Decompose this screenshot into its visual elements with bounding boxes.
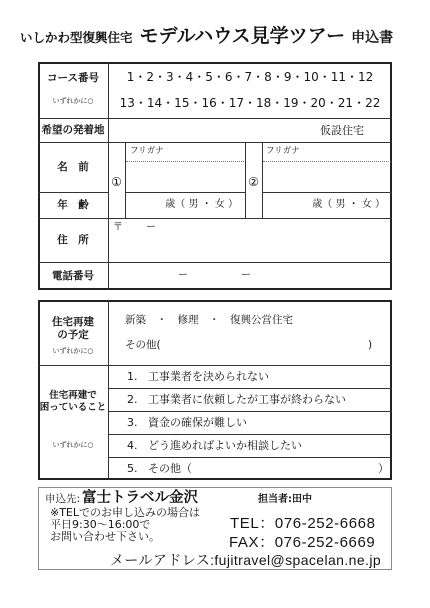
problem-number: 5. bbox=[127, 462, 138, 475]
name-field-1[interactable] bbox=[126, 163, 244, 191]
age-field-2[interactable]: 歳（ 男 ・ 女 ） bbox=[312, 199, 385, 210]
contact-email: メールアドレス:fujitravel@spacelan.ne.jp bbox=[110, 552, 382, 568]
name-label: 名 前 bbox=[57, 161, 89, 173]
contact-fax: FAX：076-252-6669 bbox=[229, 534, 376, 551]
row-divider bbox=[38, 192, 108, 193]
contact-person: 担当者:田中 bbox=[258, 494, 312, 505]
problem-text: その他（ bbox=[148, 462, 192, 475]
contact-note: お問い合わせ下さい。 bbox=[50, 530, 160, 543]
contact-tel: TEL：076-252-6668 bbox=[230, 515, 376, 532]
title-main: モデルハウス見学ツアー bbox=[139, 25, 346, 47]
row-divider bbox=[38, 365, 392, 366]
title-suffix: 申込書 bbox=[351, 30, 394, 46]
departure-value: 仮設住宅 bbox=[320, 124, 364, 137]
row-divider bbox=[108, 411, 392, 412]
plans-other-field[interactable] bbox=[165, 337, 365, 355]
plans-other-open: その他( bbox=[125, 339, 161, 351]
plans-other-close: ) bbox=[368, 339, 373, 351]
postal-mark: 〒 bbox=[113, 222, 123, 233]
problem-other-close: ） bbox=[378, 462, 389, 475]
plans-hint: いずれかに○ bbox=[52, 347, 94, 355]
problem-number: 1. bbox=[127, 370, 138, 383]
course-numbers-row-2: 13・14・15・16・17・18・19・20・21・22 bbox=[119, 96, 381, 110]
contact-note: 平日9:30～16:00で bbox=[50, 518, 151, 531]
label-column-divider bbox=[108, 300, 109, 480]
row-divider bbox=[108, 434, 392, 435]
plans-label-line-1: 住宅再建 bbox=[52, 316, 94, 328]
postal-dash: ー bbox=[146, 222, 156, 233]
address-label: 住 所 bbox=[57, 234, 89, 246]
problem-number: 4. bbox=[127, 439, 138, 452]
row-divider bbox=[38, 142, 392, 143]
problem-text: 工事業者に依頼したが工事が終わらない bbox=[148, 393, 346, 406]
problem-text: どう進めればよいか相談したい bbox=[148, 439, 302, 452]
course-hint: いずれかに○ bbox=[52, 97, 94, 105]
problems-hint: いずれかに○ bbox=[52, 441, 94, 449]
contact-label: 申込先: bbox=[45, 493, 81, 505]
problems-label-line-2: 困っていること bbox=[39, 402, 107, 413]
company-name: 富士トラベル金沢 bbox=[82, 490, 199, 506]
furigana-separator bbox=[263, 161, 391, 162]
furigana-label-2: フリガナ bbox=[266, 146, 300, 156]
contact-line bbox=[45, 491, 198, 506]
phone-field[interactable] bbox=[109, 263, 391, 289]
row-divider bbox=[108, 457, 392, 458]
title-prefix: いしかわ型復興住宅 bbox=[20, 30, 133, 45]
person-1-marker: ① bbox=[111, 175, 122, 189]
furigana-separator bbox=[126, 161, 244, 162]
problem-text: 工事業者を決められない bbox=[148, 370, 269, 383]
problem-other-field[interactable] bbox=[205, 459, 377, 478]
departure-label: 希望の発着地 bbox=[41, 124, 105, 136]
name-field-2[interactable] bbox=[263, 163, 391, 191]
person-2-marker: ② bbox=[248, 175, 259, 189]
problems-label-line-1: 住宅再建で bbox=[49, 390, 97, 401]
plans-label-line-2: の予定 bbox=[57, 329, 89, 341]
address-field[interactable] bbox=[109, 219, 391, 261]
furigana-label-1: フリガナ bbox=[130, 146, 164, 156]
phone-label: 電話番号 bbox=[52, 270, 94, 282]
age-field-1[interactable]: 歳（ 男 ・ 女 ） bbox=[165, 199, 238, 210]
problem-number: 2. bbox=[127, 393, 138, 406]
row-divider bbox=[108, 388, 392, 389]
age-label: 年 齢 bbox=[57, 199, 89, 211]
phone-dash: ー bbox=[178, 270, 188, 281]
course-numbers-row-1: 1・2・3・4・5・6・7・8・9・10・11・12 bbox=[126, 70, 374, 84]
row-divider bbox=[262, 192, 392, 193]
problem-text: 資金の確保が難しい bbox=[148, 416, 247, 429]
problem-number: 3. bbox=[127, 416, 138, 429]
form-title bbox=[20, 27, 393, 46]
course-label: コース番号 bbox=[47, 72, 99, 84]
contact-note: ※TELでのお申し込みの場合は bbox=[50, 506, 201, 519]
plans-options: 新築 ・ 修理 ・ 復興公営住宅 bbox=[125, 314, 293, 326]
phone-dash: ー bbox=[241, 270, 251, 281]
row-divider bbox=[38, 118, 392, 119]
row-divider bbox=[125, 192, 245, 193]
